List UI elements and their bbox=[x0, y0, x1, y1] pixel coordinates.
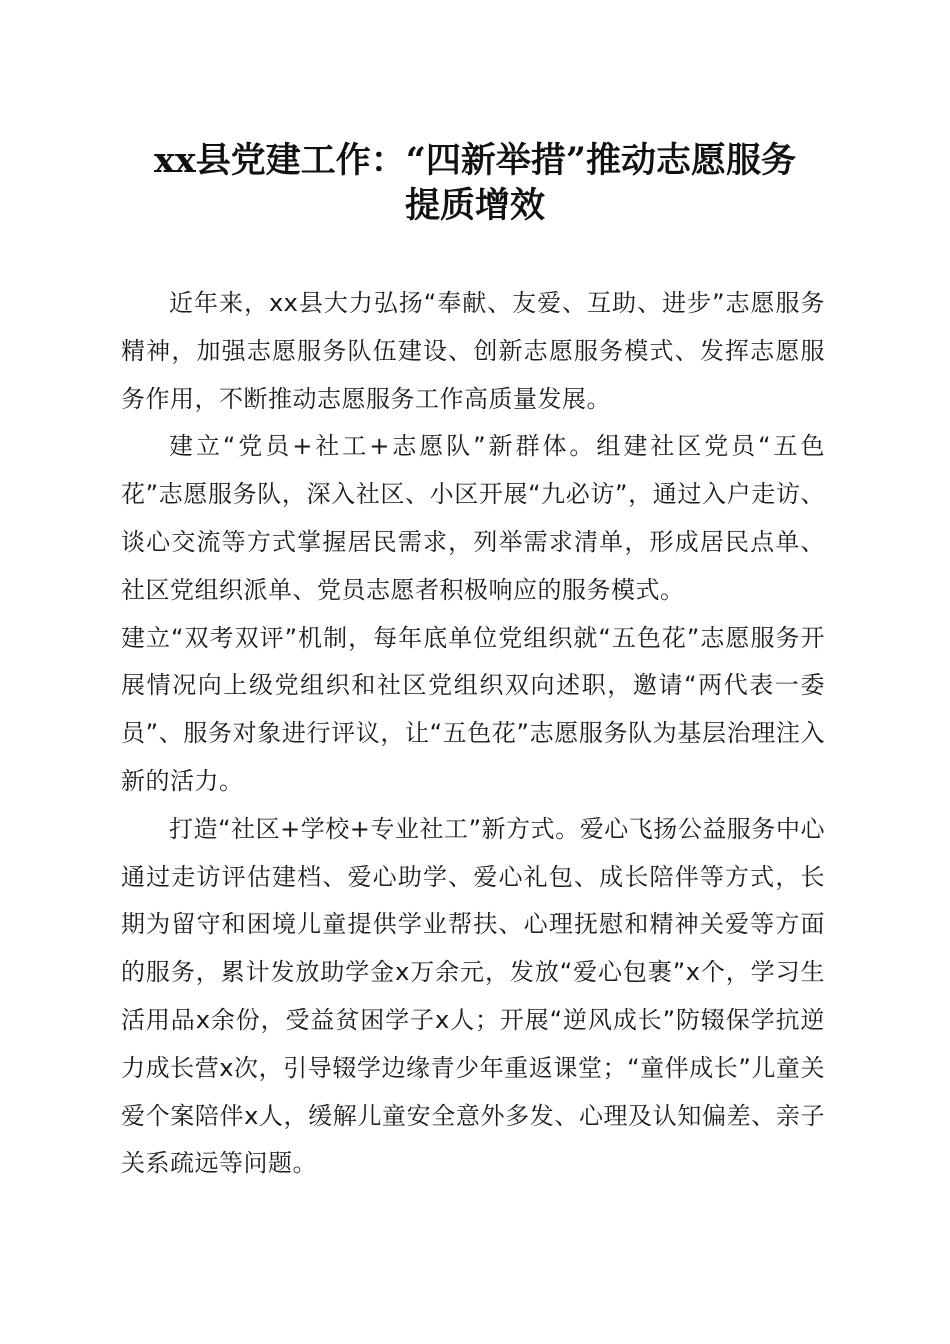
document-title-line-2: 提质增效 bbox=[404, 185, 545, 226]
paragraph-intro: 近年来，xx县大力弘扬“奉献、友爱、互助、进步”志愿服务精神，加强志愿服务队伍建设、创新志愿服务模式、发挥志愿服务作用，不断推动志愿服务工作高质量发展。 bbox=[121, 289, 825, 413]
document-title-line-1: xx县党建工作：“四新举措”推动志愿服务 bbox=[154, 140, 796, 181]
paragraph-community-school-social: 打造“社区+学校+专业社工”新方式。爱心飞扬公益服务中心通过走访评估建档、爱心助学、爱心礼包、成长陪伴等方式，长期为留守和困境儿童提供学业帮扶、心理抚慰和精神关爱等方面的服务，累计发放助学金x万余元，发放“爱心包裹”x个，学习生活用品x余份，受益贫困学子x人；开展“逆风成长”防辍保学抗逆力成长营x次，引导辍学边缘青少年重返课堂；“童伴成长”儿童关爱个案陪伴x人，缓解儿童安全意外多发、心理及认知偏差、亲子关系疏远等问题。 bbox=[121, 814, 825, 1178]
document-body bbox=[121, 280, 825, 1188]
paragraph-double-evaluation: 建立“双考双评”机制，每年底单位党组织就“五色花”志愿服务开展情况向上级党组织和社区党组织双向述职，邀请“两代表一委员”、服务对象进行评议，让“五色花”志愿服务队为基层治理注入新的活力。 bbox=[121, 623, 825, 795]
paragraph-party-social-volunteer: 建立“党员+社工+志愿队”新群体。组建社区党员“五色花”志愿服务队，深入社区、小区开展“九必访”，通过入户走访、谈心交流等方式掌握居民需求，列举需求清单，形成居民点单、社区党组织派单、党员志愿者积极响应的服务模式。 bbox=[121, 432, 825, 604]
